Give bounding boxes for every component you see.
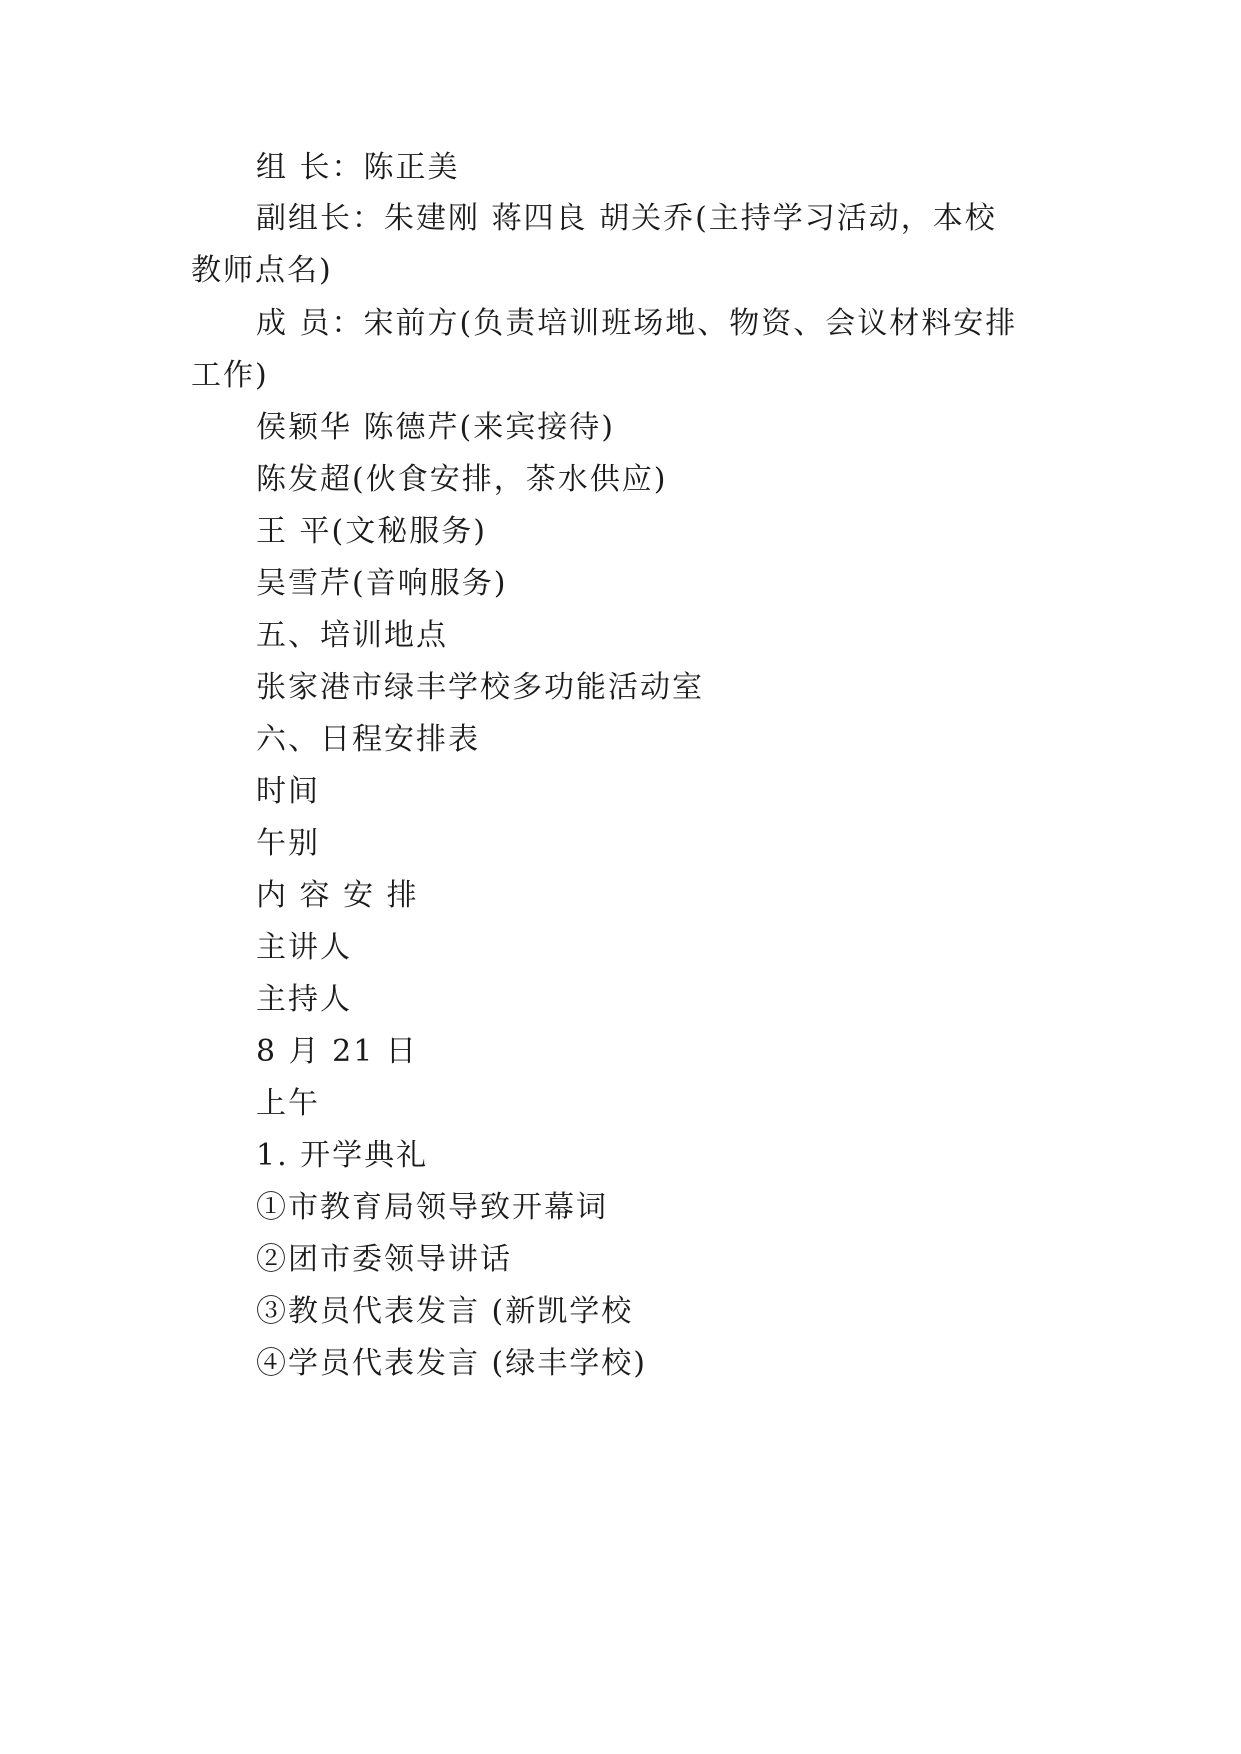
text-line-secretarial: 王 平(文秘服务)	[256, 514, 487, 549]
text-line-reception: 侯颖华 陈德芹(来宾接待)	[256, 410, 615, 445]
table-cell-morning: 上午	[256, 1086, 320, 1121]
table-cell-date: 8 月 21 日	[256, 1034, 418, 1069]
list-item-student-speech: ④学员代表发言 (绿丰学校)	[256, 1346, 647, 1381]
table-header-speaker: 主讲人	[256, 930, 352, 965]
text-line-members: 成 员：宋前方(负责培训班场地、物资、会议材料安排	[256, 306, 1018, 341]
table-header-content: 内 容 安 排	[256, 878, 419, 913]
text-line-group-leader: 组 长：陈正美	[256, 150, 460, 185]
text-line-members-cont: 工作)	[191, 358, 269, 393]
section-heading-location: 五、培训地点	[256, 618, 448, 653]
text-line-deputy-leaders-cont: 教师点名)	[191, 253, 333, 288]
table-header-session: 午别	[256, 826, 320, 861]
list-item-teacher-speech: ③教员代表发言 (新凯学校	[256, 1294, 634, 1329]
text-line-location: 张家港市绿丰学校多功能活动室	[256, 670, 704, 705]
list-item-opening-ceremony: 1. 开学典礼	[256, 1138, 429, 1173]
section-heading-schedule: 六、日程安排表	[256, 722, 480, 757]
text-line-audio: 吴雪芹(音响服务)	[256, 566, 508, 601]
list-item-bureau-speech: ①市教育局领导致开幕词	[256, 1190, 608, 1225]
text-line-catering: 陈发超(伙食安排，茶水供应)	[256, 462, 668, 497]
list-item-committee-speech: ②团市委领导讲话	[256, 1242, 512, 1277]
table-header-host: 主持人	[256, 982, 352, 1017]
table-header-time: 时间	[256, 774, 320, 809]
text-line-deputy-leaders: 副组长：朱建刚 蒋四良 胡关乔(主持学习活动，本校	[256, 201, 997, 236]
